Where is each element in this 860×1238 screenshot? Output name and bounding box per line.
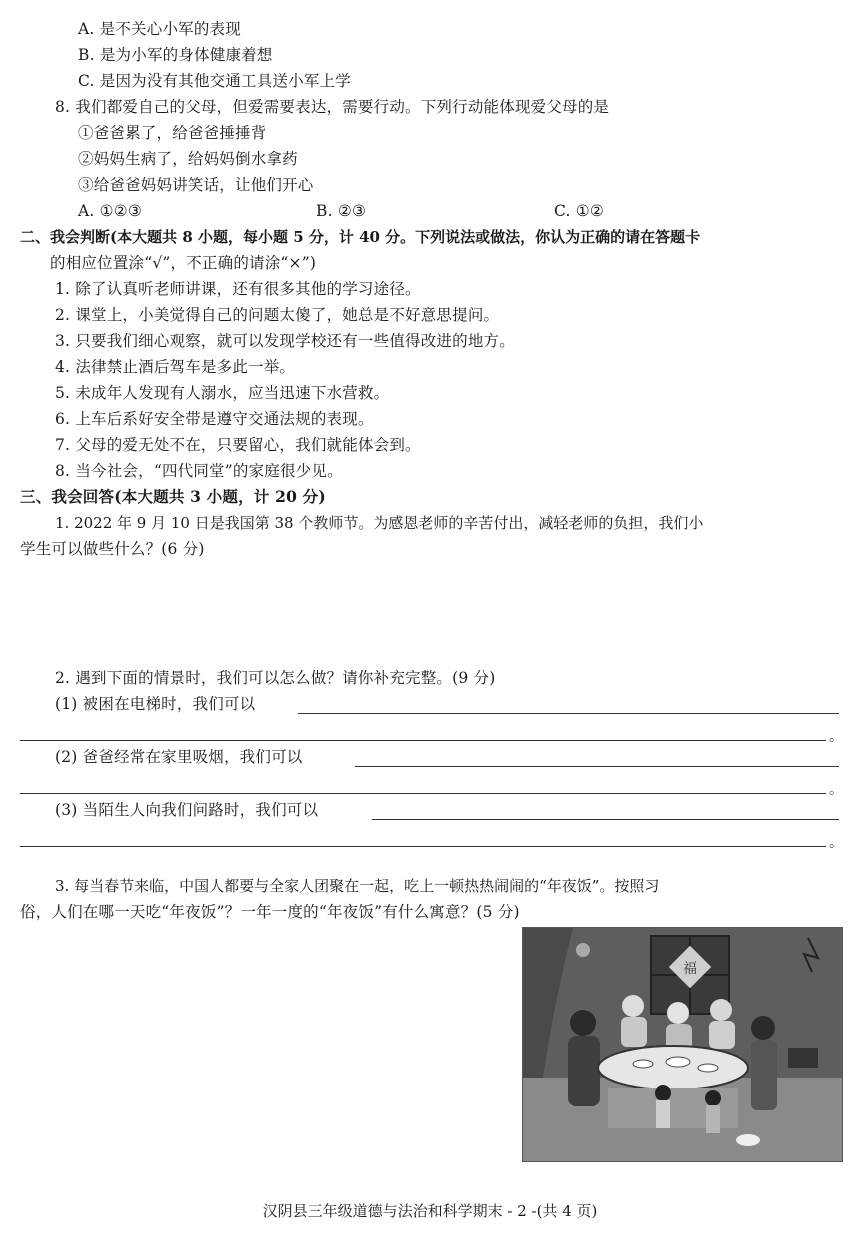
judge-item-4: 4. 法律禁止酒后驾车是多此一举。 [55,358,296,376]
q8-item-2: ②妈妈生病了，给妈妈倒水拿药 [78,150,298,168]
judge-item-8: 8. 当今社会，“四代同堂”的家庭很少见。 [55,462,343,480]
period-mark: 。 [829,729,843,745]
answer-line[interactable] [298,713,839,714]
new-year-dinner-illustration [522,927,843,1162]
q8-option-a: A. ①②③ [78,202,142,220]
q3-1-line2: 学生可以做些什么？(6 分) [20,540,205,558]
answer-line[interactable] [20,846,826,847]
q3-3-line2: 俗，人们在哪一天吃“年夜饭”？一年一度的“年夜饭”有什么寓意？(5 分) [20,903,520,921]
judge-item-5: 5. 未成年人发现有人溺水，应当迅速下水营救。 [55,384,390,402]
family-dinner-drawing [523,928,842,1161]
fu-character: 福 [683,961,697,977]
q7-option-c: C. 是因为没有其他交通工具送小军上学 [78,72,351,90]
answer-line[interactable] [20,740,826,741]
q8-option-b: B. ②③ [316,202,367,220]
q7-option-b: B. 是为小军的身体健康着想 [78,46,273,64]
answer-line[interactable] [355,766,839,767]
answer-line[interactable] [372,819,839,820]
q8-item-1: ①爸爸累了，给爸爸捶捶背 [78,124,267,142]
section3-header: 三、我会回答(本大题共 3 小题，计 20 分) [20,487,326,506]
q3-2-stem: 2. 遇到下面的情景时，我们可以怎么做？请你补充完整。(9 分) [55,669,496,687]
answer-line[interactable] [20,793,826,794]
judge-item-6: 6. 上车后系好安全带是遵守交通法规的表现。 [55,410,374,428]
judge-item-3: 3. 只要我们细心观察，就可以发现学校还有一些值得改进的地方。 [55,332,515,350]
page-footer: 汉阴县三年级道德与法治和科学期末 - 2 -(共 4 页) [262,1202,598,1220]
section2-header: 二、我会判断(本大题共 8 小题，每小题 5 分，计 40 分。下列说法或做法，你认为正确的请在答题卡 [20,228,701,246]
judge-item-7: 7. 父母的爱无处不在，只要留心，我们就能体会到。 [55,436,421,454]
q7-option-a: A. 是不关心小军的表现 [78,20,241,38]
q3-2-item-3: (3) 当陌生人向我们问路时，我们可以 [55,801,319,819]
q3-3-line1: 3. 每当春节来临，中国人都要与全家人团聚在一起，吃上一顿热热闹闹的“年夜饭”。按照习 [55,877,660,895]
q8-item-3: ③给爸爸妈妈讲笑话，让他们开心 [78,176,314,194]
judge-item-2: 2. 课堂上，小美觉得自己的问题太傻了，她总是不好意思提问。 [55,306,500,324]
section2-header-cont: 的相应位置涂“√”，不正确的请涂“×”) [50,254,317,272]
judge-item-1: 1. 除了认真听老师讲课，还有很多其他的学习途径。 [55,280,421,298]
period-mark: 。 [829,835,843,851]
q3-2-item-2: (2) 爸爸经常在家里吸烟，我们可以 [55,748,303,766]
period-mark: 。 [829,782,843,798]
q3-2-item-1: (1) 被困在电梯时，我们可以 [55,695,256,713]
q8-stem: 8. 我们都爱自己的父母，但爱需要表达，需要行动。下列行动能体现爱父母的是 [55,98,610,116]
q8-option-c: C. ①② [554,202,604,220]
q3-1-line1: 1. 2022 年 9 月 10 日是我国第 38 个教师节。为感恩老师的辛苦付出，减轻老师的负担，我们小 [55,514,704,532]
